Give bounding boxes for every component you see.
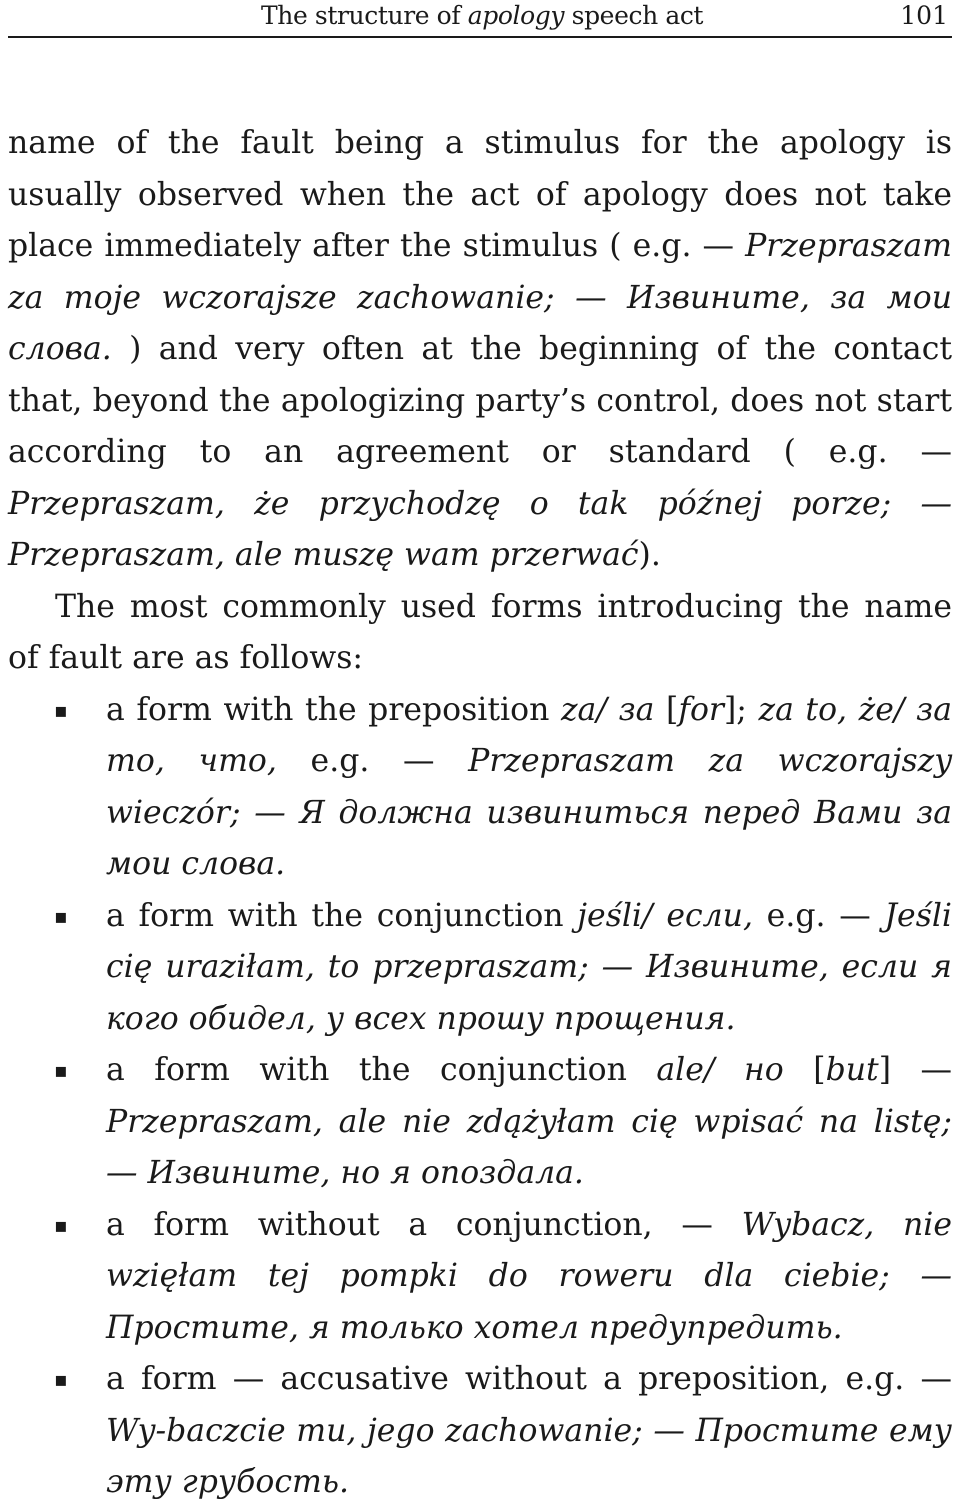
item-text: [	[783, 1052, 826, 1088]
item-italic: Wy-baczcie mu, jego zachowanie; — Простите ему эту грубость.	[106, 1412, 952, 1500]
square-bullet-icon: ▪	[54, 1367, 68, 1391]
item-italic: but	[825, 1052, 879, 1088]
list-item	[54, 1200, 952, 1355]
item-italic: for	[678, 691, 724, 728]
item-text: a form with the conjunction	[106, 1052, 657, 1088]
paragraph-text: name of the fault being a stimulus for the apology is usually observed when the act of apology does not take place immediately after the stimulus ( e.g. —	[8, 125, 952, 264]
list-item	[54, 685, 952, 891]
item-text: e.g. —	[752, 897, 885, 934]
running-header	[8, 0, 952, 38]
square-bullet-icon: ▪	[54, 697, 68, 722]
paragraph-text: ) and very often at the beginning of the contact that, beyond the apologizing party’s control, does not start according to an agreement or standard ( e.g. —	[8, 331, 952, 470]
paragraph-text: ).	[638, 537, 661, 573]
item-italic: Jeśli cię uraziłam, to przepraszam; — Извините, если я кого обидел, у всех прошу прощения.	[106, 897, 953, 1037]
item-text: ] —	[878, 1052, 952, 1088]
running-title	[261, 0, 703, 32]
page-number: 101	[900, 1, 948, 30]
item-italic: Przepraszam za wczorajszy wieczór; — Я должна извиниться перед Вами за мои слова.	[106, 743, 952, 882]
list-item	[54, 1045, 952, 1200]
example-text: Przepraszam za moje wczorajsze zachowanie; — Извините, за мои слова.	[8, 228, 952, 367]
item-italic: Wybacz, nie wzięłam tej pompki do roweru dla ciebie; — Простите, я только хотел предупредить.	[106, 1206, 952, 1346]
forms-list	[8, 685, 952, 1509]
paragraph-forms-intro	[8, 582, 952, 685]
square-bullet-icon: ▪	[54, 1212, 68, 1237]
running-title-prefix: The structure of	[261, 1, 468, 30]
example-text: Przepraszam, że przychodzę o tak późnej porze; — Przepraszam, ale muszę wam przerwać	[8, 485, 952, 573]
item-text: a form without a conjunction, —	[106, 1206, 742, 1243]
running-title-suffix: speech act	[564, 1, 704, 30]
square-bullet-icon: ▪	[54, 1058, 68, 1082]
item-text: ];	[724, 691, 759, 728]
paragraph-fault-name	[8, 118, 952, 582]
item-text: a form with the preposition	[106, 691, 561, 728]
list-item	[54, 891, 953, 1046]
item-text: [	[654, 691, 679, 728]
item-text: a form with the conjunction	[106, 897, 578, 934]
item-italic: Przepraszam, ale nie zdążyłam cię wpisać na listę; — Извините, но я опоздала.	[106, 1103, 952, 1191]
list-item	[54, 1354, 952, 1509]
running-title-italic: apology	[467, 1, 565, 30]
item-text: e.g. —	[276, 743, 469, 779]
body-text	[8, 118, 952, 1509]
item-italic: za/ за	[560, 691, 655, 728]
item-text: a form — accusative without a preposition, e.g. —	[106, 1361, 952, 1397]
paragraph-text: The most commonly used forms introducing the name of fault are as follows:	[8, 588, 952, 676]
item-italic: ale/ но	[656, 1052, 784, 1088]
item-italic: za to, że/ за то, что,	[106, 691, 952, 779]
item-italic: jeśli/ если,	[577, 897, 753, 934]
square-bullet-icon: ▪	[54, 903, 68, 928]
